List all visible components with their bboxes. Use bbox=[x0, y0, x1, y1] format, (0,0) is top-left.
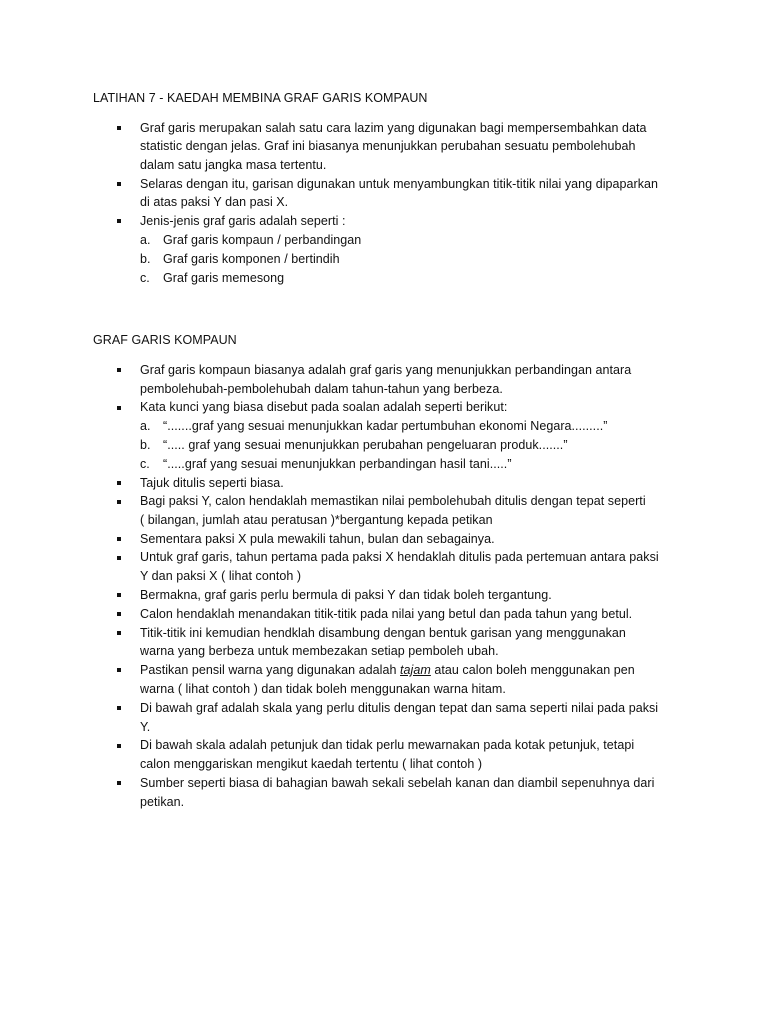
bullet-icon bbox=[117, 612, 121, 616]
bullet-icon bbox=[117, 406, 121, 410]
bullet-text: di atas paksi Y dan pasi X. bbox=[140, 195, 289, 209]
list-item-letter: a. bbox=[140, 419, 151, 433]
bullet-text: warna ( lihat contoh ) dan tidak boleh menggunakan warna hitam. bbox=[140, 682, 506, 696]
list-item-letter: c. bbox=[140, 457, 150, 471]
emphasis-word: tajam bbox=[400, 663, 431, 677]
bullet-text: calon menggariskan mengikut kaedah tertentu ( lihat contoh ) bbox=[140, 757, 483, 771]
list-item: Graf garis kompaun / perbandingan bbox=[163, 233, 362, 247]
list-item: Graf garis memesong bbox=[163, 271, 285, 285]
bullet-text: Graf garis kompaun biasanya adalah graf garis yang menunjukkan perbandingan antara bbox=[140, 363, 632, 377]
bullet-text: dalam satu jangka masa tertentu. bbox=[140, 158, 327, 172]
bullet-icon bbox=[117, 781, 121, 785]
bullet-icon bbox=[117, 368, 121, 372]
list-item: Graf garis komponen / bertindih bbox=[163, 252, 340, 266]
list-item-letter: b. bbox=[140, 252, 151, 266]
bullet-text: Y. bbox=[140, 720, 151, 734]
bullet-icon bbox=[117, 744, 121, 748]
bullet-text: ( bilangan, jumlah atau peratusan )*bergantung kepada petikan bbox=[140, 513, 493, 527]
bullet-icon bbox=[117, 556, 121, 560]
bullet-icon bbox=[117, 481, 121, 485]
bullet-text: Untuk graf garis, tahun pertama pada paksi X hendaklah ditulis pada pertemuan antara paksi bbox=[140, 550, 659, 564]
bullet-text-part: atau calon boleh menggunakan pen bbox=[430, 663, 635, 677]
bullet-text: Di bawah skala adalah petunjuk dan tidak perlu mewarnakan pada kotak petunjuk, tetapi bbox=[140, 738, 635, 752]
bullet-icon bbox=[117, 126, 121, 130]
bullet-icon bbox=[117, 631, 121, 635]
list-item-letter: c. bbox=[140, 271, 150, 285]
bullet-text: Tajuk ditulis seperti biasa. bbox=[140, 476, 284, 490]
bullet-text: Kata kunci yang biasa disebut pada soalan adalah seperti berikut: bbox=[140, 400, 508, 414]
bullet-icon bbox=[117, 537, 121, 541]
bullet-text-part: Pastikan pensil warna yang digunakan adalah bbox=[140, 663, 401, 677]
bullet-icon bbox=[117, 500, 121, 504]
list-item: “.......graf yang sesuai menunjukkan kadar pertumbuhan ekonomi Negara.........” bbox=[163, 419, 608, 433]
bullet-text: Sementara paksi X pula mewakili tahun, bulan dan sebagainya. bbox=[140, 532, 495, 546]
section1-heading: LATIHAN 7 - KAEDAH MEMBINA GRAF GARIS KOMPAUN bbox=[93, 91, 428, 105]
bullet-icon bbox=[117, 668, 121, 672]
bullet-text: Di bawah graf adalah skala yang perlu ditulis dengan tepat dan sama seperti nilai pada paksi bbox=[140, 701, 659, 715]
bullet-icon bbox=[117, 593, 121, 597]
bullet-text: Selaras dengan itu, garisan digunakan untuk menyambungkan titik-titik nilai yang dipaparkan bbox=[140, 177, 659, 191]
bullet-text: Titik-titik ini kemudian hendklah disambung dengan bentuk garisan yang menggunakan bbox=[140, 626, 626, 640]
list-item-letter: a. bbox=[140, 233, 151, 247]
bullet-icon bbox=[117, 219, 121, 223]
bullet-icon bbox=[117, 182, 121, 186]
bullet-text: Calon hendaklah menandakan titik-titik pada nilai yang betul dan pada tahun yang betul. bbox=[140, 607, 633, 621]
bullet-text: Bermakna, graf garis perlu bermula di paksi Y dan tidak boleh tergantung. bbox=[140, 588, 552, 602]
bullet-text: petikan. bbox=[140, 795, 185, 809]
list-item-letter: b. bbox=[140, 438, 151, 452]
list-item: “.....graf yang sesuai menunjukkan perbandingan hasil tani.....” bbox=[163, 457, 512, 471]
bullet-text: Bagi paksi Y, calon hendaklah memastikan nilai pembolehubah ditulis dengan tepat seperti bbox=[140, 494, 646, 508]
list-item: “..... graf yang sesuai menunjukkan perubahan pengeluaran produk.......” bbox=[163, 438, 568, 452]
bullet-text: Jenis-jenis graf garis adalah seperti : bbox=[140, 214, 346, 228]
bullet-text: Y dan paksi X ( lihat contoh ) bbox=[140, 569, 302, 583]
bullet-text: warna yang berbeza untuk membezakan setiap pemboleh ubah. bbox=[140, 644, 499, 658]
bullet-icon bbox=[117, 706, 121, 710]
bullet-text bbox=[140, 661, 635, 679]
bullet-text: statistic dengan jelas. Graf ini biasanya menunjukkan perubahan sesuatu pembolehubah bbox=[140, 139, 636, 153]
section2-heading: GRAF GARIS KOMPAUN bbox=[93, 333, 237, 347]
bullet-text: pembolehubah-pembolehubah dalam tahun-tahun yang berbeza. bbox=[140, 382, 503, 396]
bullet-text: Graf garis merupakan salah satu cara lazim yang digunakan bagi mempersembahkan data bbox=[140, 121, 647, 135]
bullet-text: Sumber seperti biasa di bahagian bawah sekali sebelah kanan dan diambil sepenuhnya dari bbox=[140, 776, 655, 790]
